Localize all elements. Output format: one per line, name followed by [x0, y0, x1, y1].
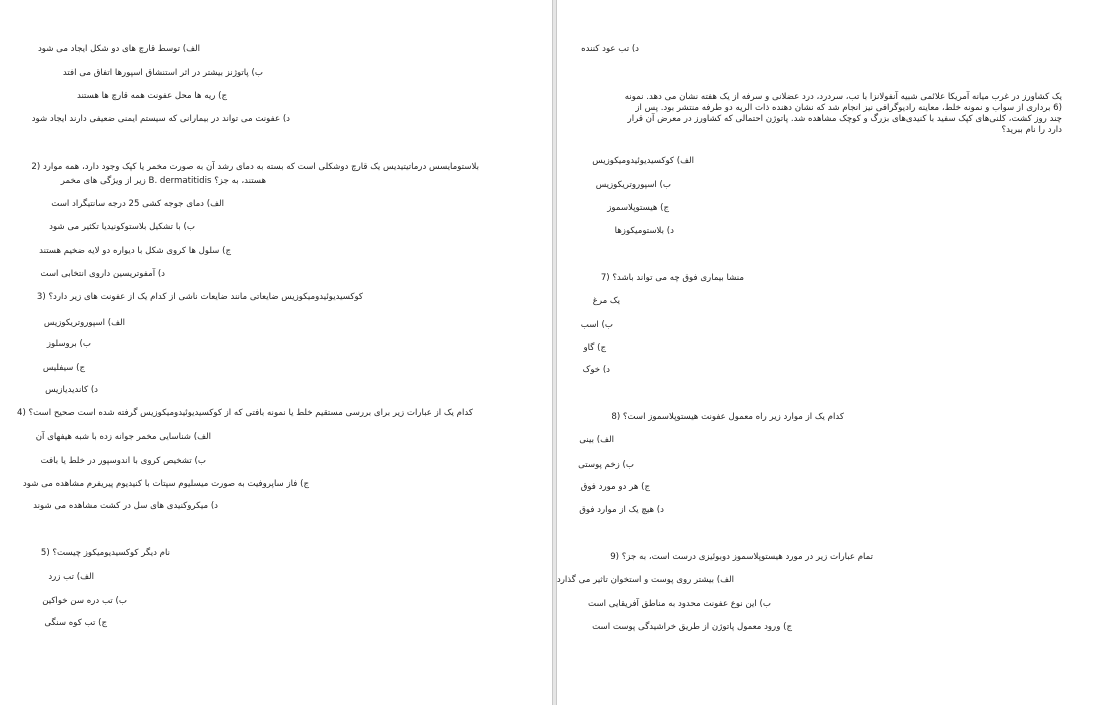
q5-option-c: ج) تب کوه سنگی	[44, 618, 107, 628]
q8-option-a: الف) بینی	[579, 435, 614, 445]
q8-option-c: ج) هر دو مورد فوق	[580, 482, 650, 492]
q1-option-c: ج) ریه ها محل عفونت همه قارچ ها هستند	[76, 91, 227, 101]
q8-stem: کدام یک از موارد زیر راه معمول عفونت هیستوپلاسموز است؟ (8	[611, 412, 844, 422]
q4-option-d: د) میکروکنیدی های سل در کشت مشاهده می شوند	[33, 501, 218, 511]
q6-option-c: ج) هیستوپلاسموز	[607, 203, 669, 213]
right-page	[557, 0, 1099, 705]
q3-option-c: ج) سیفلیس	[42, 363, 85, 373]
q7-option-c: ج) گاو	[583, 343, 606, 353]
q6-option-b: ب) اسپوروتریکوزیس	[595, 180, 671, 190]
q2-stem-line-1: بلاستومایسس درماتیتیدیس یک قارچ دوشکلی است که بسته به دمای رشد آن به صورت مخمر یا کپک وجود دارد، همه موارد (2	[31, 162, 479, 172]
q2-stem-line-2: هستند، به جز؟ B. dermatitidis زیر از ویژگی های مخمر	[60, 176, 266, 186]
q2-option-a: الف) دمای جوجه کشی 25 درجه سانتیگراد است	[51, 199, 224, 209]
q1-option-a: الف) توسط قارچ های دو شکل ایجاد می شود	[37, 44, 200, 54]
q7-option-b: ب) اسب	[580, 320, 613, 330]
q6-stem: یک کشاورز در غرب میانه آمریکا علائمی شبیه آنفولانزا با تب، سردرد، درد عضلانی و سرفه از یک هفته نشان می دهد. نمونه (6 برداری از سواب و نمونه خلط، معاینه رادیوگرافی نیز انجام شد که نشان دهنده ذات الریه دو طرفه منتشر بود. پس از چند روز کشت، کلنی‌های کپک سفید با کنیدی‌های بزرگ و کوچک مشاهده شد. پاتوژن احتمالی که کشاورز در معرض آن قرار دارد را نام ببرید؟	[624, 92, 1062, 135]
q4-option-b: ب) تشخیص کروی با اندوسپور در خلط یا بافت	[40, 456, 206, 466]
q7-stem: منشا بیماری فوق چه می تواند باشد؟ (7	[600, 273, 744, 283]
q2-option-b: ب) با تشکیل بلاستوکونیدیا تکثیر می شود	[49, 222, 195, 232]
q9-stem: تمام عبارات زیر در مورد هیستوپلاسموز دوبوئیزی درست است، به جز؟ (9	[610, 552, 873, 562]
q3-option-a: الف) اسپوروتریکوزیس	[43, 318, 125, 328]
q9-option-b: ب) این نوع عفونت محدود به مناطق آفریقایی است	[588, 599, 771, 609]
q3-stem: کوکسیدیوئیدومیکوزیس ضایعاتی مانند ضایعات ناشی از کدام یک از عفونت های زیر دارد؟ (3	[36, 292, 363, 302]
q9-option-c: ج) ورود معمول پاتوژن از طریق خراشیدگی پوست است	[592, 622, 792, 632]
q9-option-a: الف) بیشتر روی پوست و استخوان تاثیر می گذارد	[556, 575, 734, 585]
q7-option-a: یک مرغ	[592, 296, 620, 306]
q5-stem: نام دیگر کوکسیدیومیکوز چیست؟ (5	[40, 548, 170, 558]
q1-option-b: ب) پاتوژنز بیشتر در اثر استنشاق اسپورها اتفاق می افتد	[62, 68, 263, 78]
q1-option-d: د) عفونت می تواند در بیمارانی که سیستم ایمنی ضعیفی دارند ایجاد شود	[31, 114, 290, 124]
q5-option-a: الف) تب زرد	[48, 572, 94, 582]
q6-option-d: د) بلاستومیکوزها	[614, 226, 674, 236]
q8-option-b: ب) زخم پوستی	[578, 460, 634, 470]
q7-option-d: د) خوک	[582, 365, 610, 375]
q4-option-c: ج) فاز ساپروفیت به صورت میسلیوم سپتات با کنیدیوم پیریفرم مشاهده می شود	[22, 479, 309, 489]
q5-option-d: د) تب عود کننده	[581, 44, 639, 54]
q6-option-a: الف) کوکسیدیوئیدومیکوزیس	[592, 156, 694, 166]
q2-option-d: د) آمفوتریسین داروی انتخابی است	[40, 269, 165, 279]
q4-stem: کدام یک از عبارات زیر برای بررسی مستقیم خلط یا نمونه بافتی که از کوکسیدیوئیدومیکوزیس گرفته شده است صحیح است؟ (4	[17, 408, 473, 418]
q3-option-d: د) کاندیدیازیس	[45, 385, 98, 395]
q2-option-c: ج) سلول ها کروی شکل با دیواره دو لایه ضخیم هستند	[39, 246, 231, 256]
q3-option-b: ب) بروسلوز	[46, 339, 91, 349]
q5-option-b: ب) تب دره سن خواکین	[42, 596, 127, 606]
q8-option-d: د) هیچ یک از موارد فوق	[579, 505, 664, 515]
q4-option-a: الف) شناسایی مخمر جوانه زده با شبه هیفهای آن	[35, 432, 211, 442]
